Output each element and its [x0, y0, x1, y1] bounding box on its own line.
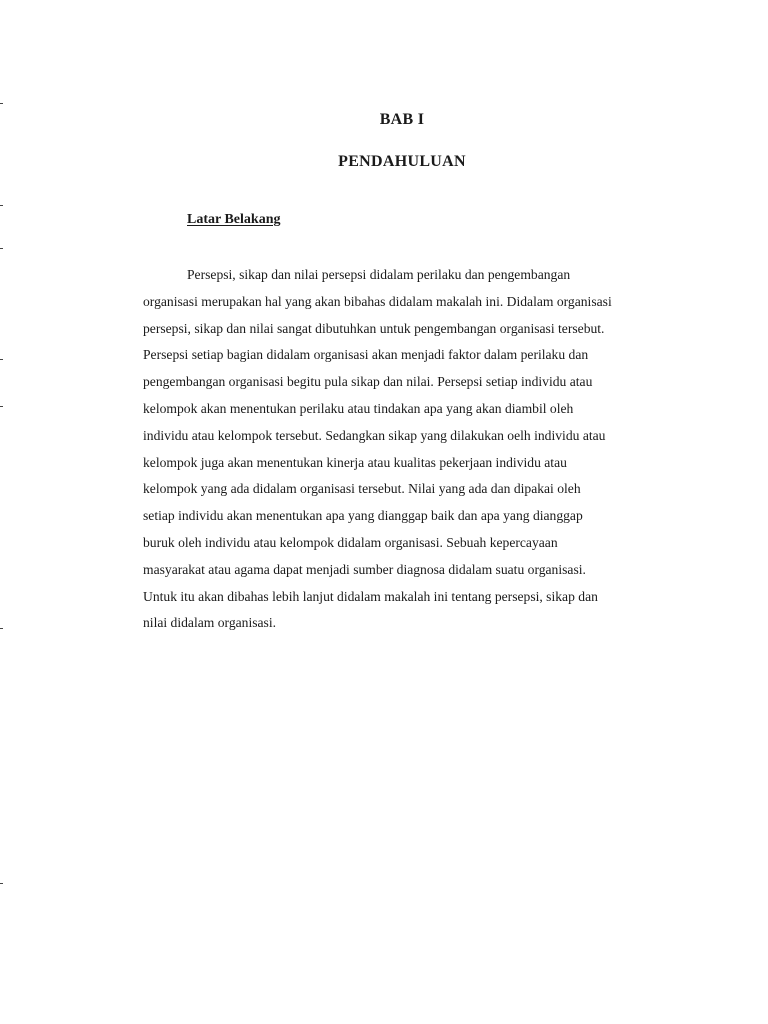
paragraph-line: Persepsi setiap bagian didalam organisasi akan menjadi faktor dalam perilaku dan	[143, 347, 589, 363]
paragraph-line: pengembangan organisasi begitu pula sikap dan nilai. Persepsi setiap individu atau	[143, 374, 593, 390]
chapter-title: PENDAHULUAN	[338, 153, 466, 170]
margin-mark	[0, 205, 3, 206]
paragraph-line: organisasi merupakan hal yang akan bibahas didalam makalah ini. Didalam organisasi	[143, 293, 612, 309]
paragraph-line: kelompok yang ada didalam organisasi tersebut. Nilai yang ada dan dipakai oleh	[143, 481, 581, 497]
margin-mark	[0, 406, 3, 407]
margin-mark	[0, 883, 3, 884]
margin-mark	[0, 248, 3, 249]
paragraph-line: Persepsi, sikap dan nilai persepsi didalam perilaku dan pengembangan	[187, 267, 571, 282]
paragraph-line: persepsi, sikap dan nilai sangat dibutuhkan untuk pengembangan organisasi tersebut.	[143, 320, 605, 336]
paragraph-line: individu atau kelompok tersebut. Sedangkan sikap yang dilakukan oelh individu atau	[143, 427, 606, 443]
margin-mark	[0, 628, 3, 629]
paragraph-line: nilai didalam organisasi.	[143, 615, 277, 631]
paragraph-line: masyarakat atau agama dapat menjadi sumber diagnosa didalam suatu organisasi.	[143, 561, 586, 577]
chapter-number: BAB I	[379, 111, 425, 128]
paragraph-line: Untuk itu akan dibahas lebih lanjut didalam makalah ini tentang persepsi, sikap dan	[143, 588, 598, 604]
paragraph-line: kelompok juga akan menentukan kinerja atau kualitas pekerjaan individu atau	[143, 454, 567, 470]
paragraph-line: buruk oleh individu atau kelompok didalam organisasi. Sebuah kepercayaan	[143, 534, 558, 550]
paragraph-line: setiap individu akan menentukan apa yang dianggap baik dan apa yang dianggap	[143, 508, 583, 524]
margin-mark	[0, 359, 3, 360]
section-heading: Latar Belakang	[187, 212, 281, 227]
margin-mark	[0, 103, 3, 104]
paragraph-line: kelompok akan menentukan perilaku atau tindakan apa yang akan diambil oleh	[143, 400, 574, 416]
body-paragraph	[143, 262, 635, 637]
